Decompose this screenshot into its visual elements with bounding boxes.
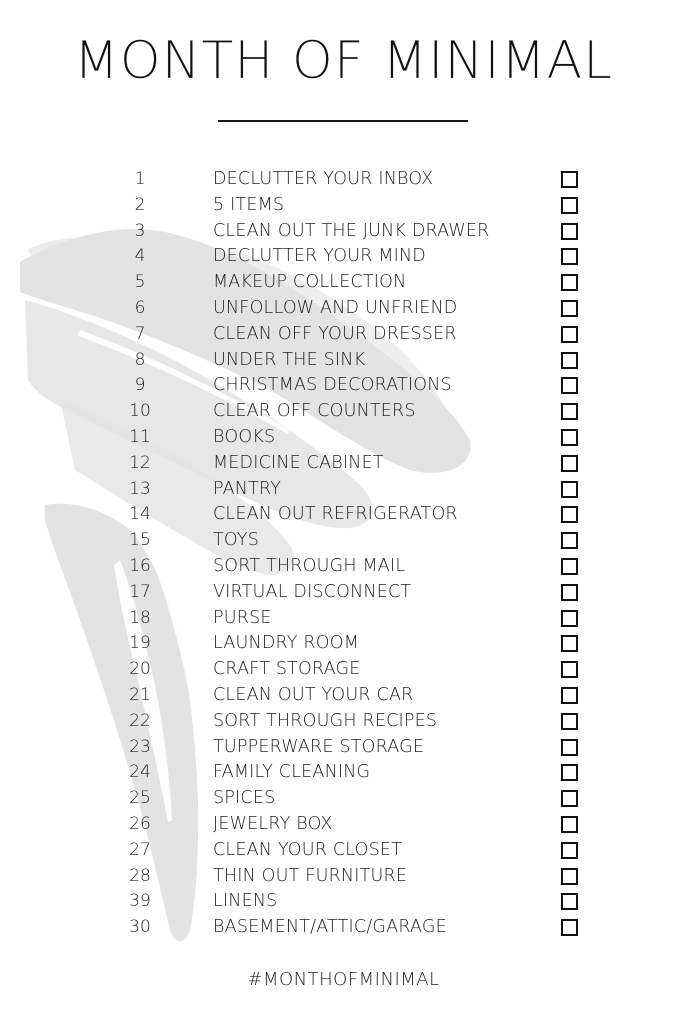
checklist-item bbox=[0, 709, 687, 735]
checklist-item bbox=[0, 270, 687, 296]
checklist-item bbox=[0, 451, 687, 477]
title-divider bbox=[218, 120, 468, 122]
item-number: 28 bbox=[129, 865, 151, 886]
checkbox[interactable] bbox=[561, 248, 578, 265]
item-label: SPICES bbox=[213, 788, 276, 809]
item-number: 20 bbox=[129, 659, 151, 680]
item-label: BOOKS bbox=[213, 426, 276, 447]
checkbox[interactable] bbox=[561, 842, 578, 859]
checklist-item bbox=[0, 735, 687, 761]
item-number: 30 bbox=[129, 917, 151, 938]
item-label: JEWELRY BOX bbox=[213, 813, 333, 834]
item-number: 18 bbox=[129, 607, 151, 628]
checklist-item bbox=[0, 864, 687, 890]
item-number: 16 bbox=[129, 555, 151, 576]
checkbox[interactable] bbox=[561, 352, 578, 369]
item-label: FAMILY CLEANING bbox=[213, 762, 371, 783]
item-label: DECLUTTER YOUR INBOX bbox=[213, 169, 434, 189]
item-number: 23 bbox=[129, 736, 151, 757]
checklist-item bbox=[0, 167, 687, 193]
checklist-item bbox=[0, 399, 687, 425]
checkbox[interactable] bbox=[561, 326, 578, 343]
checklist-item bbox=[0, 528, 687, 554]
checkbox[interactable] bbox=[561, 739, 578, 756]
checkbox[interactable] bbox=[561, 661, 578, 678]
item-number: 24 bbox=[129, 762, 151, 783]
checklist-item bbox=[0, 502, 687, 528]
checklist-item bbox=[0, 193, 687, 219]
item-label: VIRTUAL DISCONNECT bbox=[213, 581, 412, 602]
item-number: 6 bbox=[134, 297, 146, 318]
checkbox[interactable] bbox=[561, 635, 578, 652]
item-number: 19 bbox=[129, 633, 151, 654]
item-number: 7 bbox=[134, 323, 146, 344]
checklist-item bbox=[0, 631, 687, 657]
checklist bbox=[0, 167, 687, 941]
checkbox[interactable] bbox=[561, 403, 578, 420]
item-label: CHRISTMAS DECORATIONS bbox=[213, 375, 452, 396]
item-label: UNFOLLOW AND UNFRIEND bbox=[213, 297, 458, 318]
checklist-item bbox=[0, 786, 687, 812]
item-label: BASEMENT/ATTIC/GARAGE bbox=[213, 917, 447, 938]
item-number: 15 bbox=[129, 530, 151, 551]
checkbox[interactable] bbox=[561, 455, 578, 472]
item-number: 8 bbox=[134, 349, 146, 370]
item-label: MAKEUP COLLECTION bbox=[213, 272, 407, 293]
checkbox[interactable] bbox=[561, 919, 578, 936]
item-number: 5 bbox=[134, 272, 146, 293]
item-number: 9 bbox=[134, 375, 146, 396]
item-number: 1 bbox=[134, 169, 146, 189]
checklist-item bbox=[0, 683, 687, 709]
item-label: CLEAN OUT REFRIGERATOR bbox=[213, 504, 458, 525]
item-label: UNDER THE SINK bbox=[213, 349, 366, 370]
item-label: CRAFT STORAGE bbox=[213, 659, 361, 680]
item-number: 21 bbox=[129, 684, 151, 705]
checklist-item bbox=[0, 296, 687, 322]
item-number: 17 bbox=[129, 581, 151, 602]
item-label: 5 ITEMS bbox=[213, 194, 285, 215]
checkbox[interactable] bbox=[561, 790, 578, 807]
checklist-item bbox=[0, 322, 687, 348]
item-number: 13 bbox=[129, 478, 151, 499]
item-number: 27 bbox=[129, 839, 151, 860]
checklist-item bbox=[0, 244, 687, 270]
item-number: 25 bbox=[129, 788, 151, 809]
item-label: LAUNDRY ROOM bbox=[213, 633, 359, 654]
checklist-item bbox=[0, 425, 687, 451]
checkbox[interactable] bbox=[561, 816, 578, 833]
item-number: 10 bbox=[129, 401, 151, 422]
checklist-item bbox=[0, 760, 687, 786]
item-number: 4 bbox=[134, 246, 146, 267]
checklist-item bbox=[0, 580, 687, 606]
checkbox[interactable] bbox=[561, 429, 578, 446]
item-number: 2 bbox=[134, 194, 146, 215]
item-number: 12 bbox=[129, 452, 151, 473]
checklist-item bbox=[0, 812, 687, 838]
item-number: 3 bbox=[134, 220, 146, 241]
item-label: SORT THROUGH MAIL bbox=[213, 555, 406, 576]
checklist-item bbox=[0, 373, 687, 399]
checkbox[interactable] bbox=[561, 481, 578, 498]
item-number: 11 bbox=[129, 426, 151, 447]
item-label: CLEAN YOUR CLOSET bbox=[213, 839, 403, 860]
checkbox[interactable] bbox=[561, 868, 578, 885]
checkbox[interactable] bbox=[561, 274, 578, 291]
checklist-item bbox=[0, 657, 687, 683]
item-label: SORT THROUGH RECIPES bbox=[213, 710, 438, 731]
checklist-item bbox=[0, 348, 687, 374]
checkbox[interactable] bbox=[561, 506, 578, 523]
item-label: PANTRY bbox=[213, 478, 282, 499]
checkbox[interactable] bbox=[561, 300, 578, 317]
checkbox[interactable] bbox=[561, 687, 578, 704]
hashtag-footer: #MONTHOFMINIMAL bbox=[247, 969, 440, 990]
item-number: 22 bbox=[129, 710, 151, 731]
item-label: THIN OUT FURNITURE bbox=[213, 865, 408, 886]
checkbox[interactable] bbox=[561, 764, 578, 781]
item-label: MEDICINE CABINET bbox=[213, 452, 384, 473]
checklist-item bbox=[0, 477, 687, 503]
checkbox[interactable] bbox=[561, 223, 578, 240]
item-number: 26 bbox=[129, 813, 151, 834]
checkbox[interactable] bbox=[561, 377, 578, 394]
checkbox[interactable] bbox=[561, 610, 578, 627]
checklist-item bbox=[0, 219, 687, 245]
item-label: CLEAN OUT THE JUNK DRAWER bbox=[213, 220, 490, 241]
item-label: CLEAR OFF COUNTERS bbox=[213, 401, 416, 422]
item-label: CLEAN OFF YOUR DRESSER bbox=[213, 323, 457, 344]
checkbox[interactable] bbox=[561, 584, 578, 601]
checkbox[interactable] bbox=[561, 558, 578, 575]
checklist-item bbox=[0, 606, 687, 632]
item-label: TOYS bbox=[213, 530, 260, 551]
item-number: 14 bbox=[129, 504, 151, 525]
checkbox[interactable] bbox=[561, 893, 578, 910]
checkbox[interactable] bbox=[561, 713, 578, 730]
item-label: TUPPERWARE STORAGE bbox=[213, 736, 425, 757]
item-label: PURSE bbox=[213, 607, 272, 628]
item-label: LINENS bbox=[213, 891, 278, 912]
checkbox[interactable] bbox=[561, 171, 578, 188]
page-title: MONTH OF MINIMAL bbox=[73, 31, 614, 91]
checklist-item bbox=[0, 838, 687, 864]
checklist-item bbox=[0, 915, 687, 941]
item-number: 39 bbox=[129, 891, 151, 912]
checklist-item bbox=[0, 889, 687, 915]
item-label: CLEAN OUT YOUR CAR bbox=[213, 684, 414, 705]
checkbox[interactable] bbox=[561, 532, 578, 549]
checklist-item bbox=[0, 554, 687, 580]
checkbox[interactable] bbox=[561, 197, 578, 214]
item-label: DECLUTTER YOUR MIND bbox=[213, 246, 426, 267]
